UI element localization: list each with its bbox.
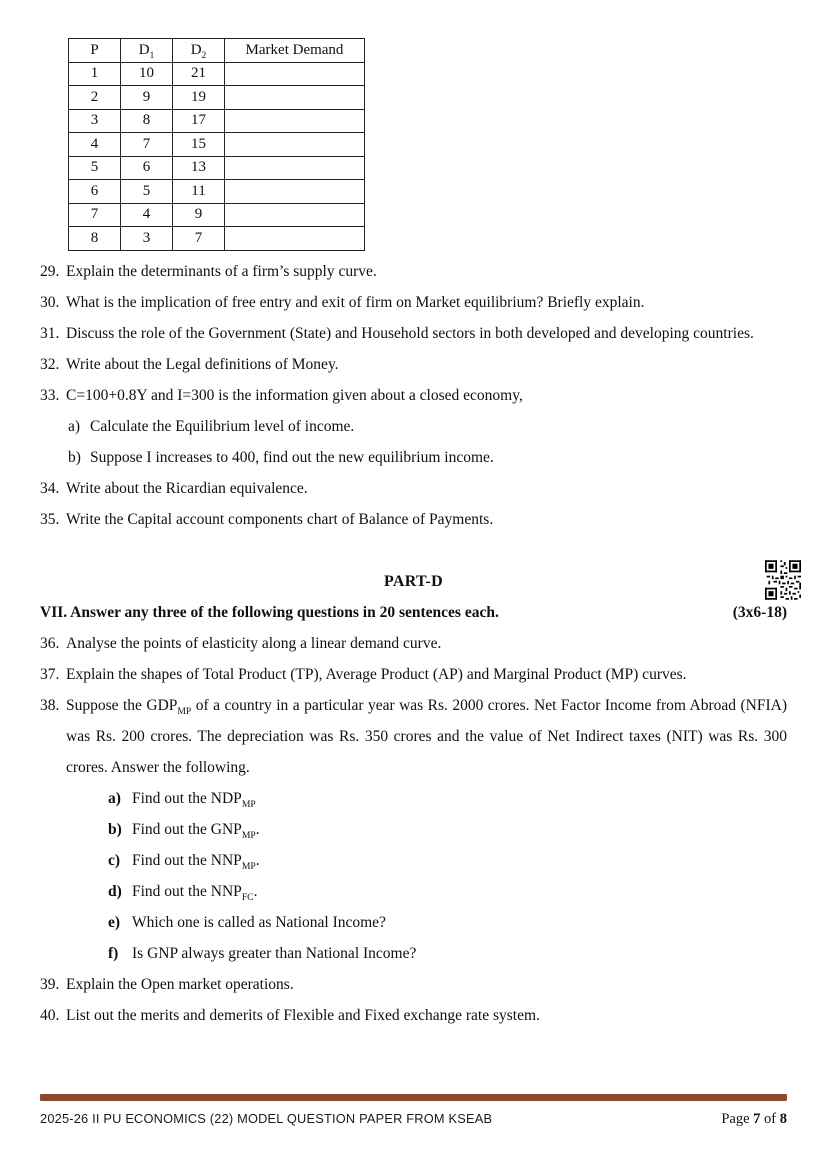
part-d-instruction	[40, 597, 787, 628]
col-header-p: P	[69, 39, 121, 63]
question-text: Suppose the $GDP_{MP}$ of a country in a particular year was Rs. 2000 crores. Net Factor Income from Abroad (NFIA) was Rs. 200 crores. The depreciation was Rs. 350 crores and the value of Net Indirect taxes (NIT) was Rs. 300 crores. Answer the following.	[66, 696, 787, 776]
item-label: b)	[108, 820, 122, 838]
question-number: 31.	[40, 324, 60, 342]
page-footer	[40, 1094, 787, 1128]
question-text: What is the implication of free entry and exit of firm on Market equilibrium? Briefly explain.	[66, 293, 645, 311]
question-29	[40, 256, 787, 287]
col-header-d1: $D_1$	[121, 39, 173, 63]
question-text: Write about the Legal definitions of Money.	[66, 355, 339, 373]
question-31	[40, 318, 787, 349]
item-label: b)	[68, 448, 81, 466]
question-number: 36.	[40, 634, 60, 652]
table-row: 3 8 17	[69, 109, 365, 133]
question-number: 29.	[40, 262, 60, 280]
question-33	[40, 380, 787, 411]
question-text: List out the merits and demerits of Flexible and Fixed exchange rate system.	[66, 1006, 540, 1024]
question-number: 40.	[40, 1006, 60, 1024]
item-label: f)	[108, 944, 119, 962]
subscript: MP	[177, 705, 192, 717]
item-label: c)	[108, 851, 121, 869]
question-33-item-a	[40, 411, 787, 442]
item-text: Which one is called as National Income?	[132, 913, 386, 931]
col-header-d2: $D_2$	[173, 39, 225, 63]
question-38-item-f	[40, 938, 787, 969]
item-text: Is GNP always greater than National Income?	[132, 944, 417, 962]
question-number: 38.	[40, 696, 60, 714]
question-number: 30.	[40, 293, 60, 311]
question-number: 34.	[40, 479, 60, 497]
item-text: Find out the $NDP_{MP}$	[132, 789, 256, 810]
question-number: 39.	[40, 975, 60, 993]
qr-code	[765, 560, 801, 600]
footer-document-title: 2025-26 II PU ECONOMICS (22) MODEL QUESTION PAPER FROM KSEAB	[40, 1111, 493, 1126]
instruction-text: VII. Answer any three of the following questions in 20 sentences each.	[40, 603, 499, 621]
table-row: 2 9 19	[69, 86, 365, 110]
item-text: Find out the $GNP_{MP}$.	[132, 820, 260, 841]
question-38-item-c	[40, 845, 787, 876]
item-text: Find out the $NNP_{MP}$.	[132, 851, 260, 872]
table-row: 6 5 11	[69, 180, 365, 204]
item-label: a)	[68, 417, 81, 435]
question-36	[40, 628, 787, 659]
questions-section-1	[40, 256, 787, 1031]
question-text: Discuss the role of the Government (State) and Household sectors in both developed and developing countries.	[66, 324, 754, 342]
question-number: 33.	[40, 386, 60, 404]
col-header-market-demand: Market Demand	[225, 39, 365, 63]
demand-schedule-table	[68, 38, 365, 251]
item-text: Calculate the Equilibrium level of income.	[90, 417, 355, 435]
item-label: e)	[108, 913, 121, 931]
question-38-item-a	[40, 783, 787, 814]
question-35	[40, 504, 787, 535]
item-label: a)	[108, 789, 121, 807]
table-header-row	[69, 39, 365, 63]
question-34	[40, 473, 787, 504]
question-32	[40, 349, 787, 380]
question-number: 35.	[40, 510, 60, 528]
question-text: Analyse the points of elasticity along a linear demand curve.	[66, 634, 442, 652]
question-38-item-b	[40, 814, 787, 845]
item-label: d)	[108, 882, 122, 900]
question-38-item-e	[40, 907, 787, 938]
question-text: Explain the determinants of a firm’s supply curve.	[66, 262, 377, 280]
table-row: 4 7 15	[69, 133, 365, 157]
question-text: Write the Capital account components chart of Balance of Payments.	[66, 510, 494, 528]
question-text: Write about the Ricardian equivalence.	[66, 479, 308, 497]
question-text: Explain the Open market operations.	[66, 975, 294, 993]
question-33-item-b	[40, 442, 787, 473]
question-number: 37.	[40, 665, 60, 683]
question-text: Explain the shapes of Total Product (TP), Average Product (AP) and Marginal Product (MP) curves.	[66, 665, 687, 683]
question-38-item-d	[40, 876, 787, 907]
table-row: 8 3 7	[69, 227, 365, 251]
question-37	[40, 659, 787, 690]
question-38-items	[40, 783, 787, 969]
question-39	[40, 969, 787, 1000]
question-40	[40, 1000, 787, 1031]
table-row: 5 6 13	[69, 156, 365, 180]
question-30	[40, 287, 787, 318]
question-text: C=100+0.8Y and I=300 is the information given about a closed economy,	[66, 386, 523, 404]
item-text: Find out the $NNP_{FC}$.	[132, 882, 258, 903]
question-number: 32.	[40, 355, 60, 373]
table-row: 7 4 9	[69, 203, 365, 227]
item-text: Suppose I increases to 400, find out the new equilibrium income.	[90, 448, 494, 466]
marks-label: (3x6-18)	[732, 603, 787, 621]
part-d-heading: PART-D	[383, 572, 444, 590]
table-row: 1 10 21	[69, 62, 365, 86]
question-38	[40, 690, 787, 783]
footer-divider-bar	[40, 1094, 787, 1101]
page-number-indicator: Page 7 of 8	[721, 1111, 787, 1127]
